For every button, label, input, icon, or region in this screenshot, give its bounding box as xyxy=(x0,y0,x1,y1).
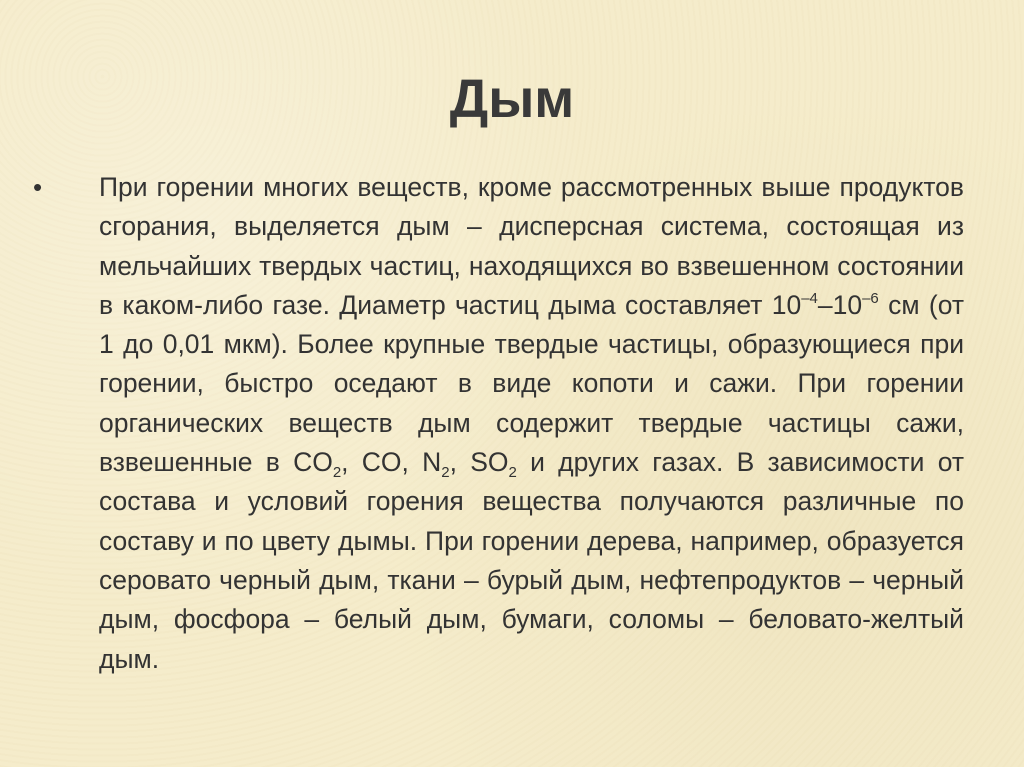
slide-body xyxy=(33,168,964,679)
body-text-6: и других газах. В зависимости от состава и условий горения вещества получаются различные по составу и по цвету дымы. При горении дерева, например, образуется серовато черный дым, ткани – бурый дым, нефтепродуктов – черный дым, фосфора – белый дым, бумаги, соломы – беловато-желтый дым. xyxy=(99,447,964,674)
slide-title: Дым xyxy=(449,69,575,129)
body-text-3: см (от 1 до 0,01 мкм). Более крупные твердые частицы, образующиеся при горении, быстро оседают в виде копоти и сажи. При горении органических веществ дым содержит твердые частицы сажи, взвешенные в CO xyxy=(99,289,964,478)
body-text-2: –10 xyxy=(817,289,863,320)
subscript-co2: 2 xyxy=(332,464,342,482)
body-text-4: , CO, N xyxy=(341,447,442,478)
exponent-2: –6 xyxy=(862,289,879,307)
exponent-1: –4 xyxy=(801,289,818,307)
subscript-n2: 2 xyxy=(441,464,450,482)
subscript-so2: 2 xyxy=(508,464,517,482)
body-text-1: При горении многих веществ, кроме рассмотренных выше продуктов сгорания, выделяется дым – дисперсная система, состоящая из мельчайших твердых частиц, находящихся во взвешенном состоянии в каком-либо газе. Диаметр частиц дыма составляет 10 xyxy=(99,172,964,320)
bullet-marker: • xyxy=(33,172,43,202)
body-text-5: , SO xyxy=(449,447,509,478)
